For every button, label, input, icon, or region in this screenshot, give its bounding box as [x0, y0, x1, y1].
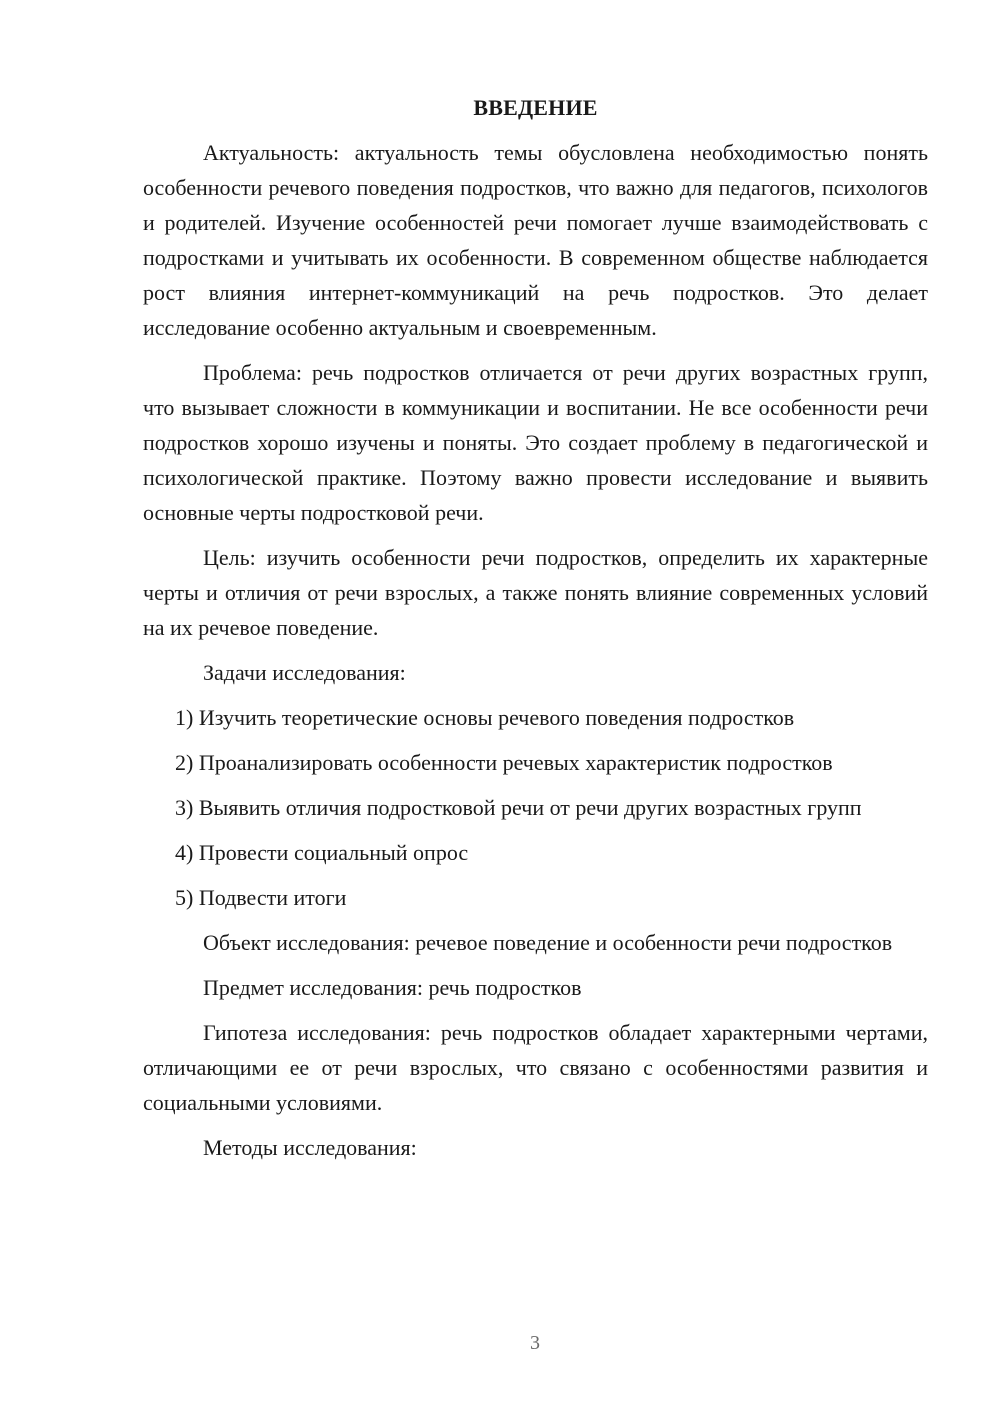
section-title: ВВЕДЕНИЕ: [473, 95, 598, 120]
paragraph-relevance: Актуальность: актуальность темы обусловлена необходимостью понять особенности речевого поведения подростков, что важно для педагогов, психологов и родителей. Изучение особенностей речи помогает лучше взаимодействовать с подростками и учитывать их особенности. В современном обществе наблюдается рост влияния интернет-коммуникаций на речь подростков. Это делает исследование особенно актуальным и своевременным.: [143, 140, 928, 340]
methods-heading: Методы исследования:: [203, 1135, 417, 1160]
tasks-heading: Задачи исследования:: [203, 660, 406, 685]
paragraph-problem: Проблема: речь подростков отличается от речи других возрастных групп, что вызывает сложности в коммуникации и воспитании. Не все особенности речи подростков хорошо изучены и поняты. Это создает проблему в педагогической и психологической практике. Поэтому важно провести исследование и выявить основные черты подростковой речи.: [143, 360, 928, 525]
list-item: 3) Выявить отличия подростковой речи от речи других возрастных групп: [175, 795, 862, 820]
document-page: [143, 90, 928, 1175]
paragraph-hypothesis: Гипотеза исследования: речь подростков обладает характерными чертами, отличающими ее от речи взрослых, что связано с особенностями развития и социальными условиями.: [143, 1020, 928, 1115]
page-number: 3: [530, 1332, 540, 1354]
paragraph-object: Объект исследования: речевое поведение и особенности речи подростков: [203, 930, 893, 955]
list-item: 4) Провести социальный опрос: [175, 840, 469, 865]
list-item: 5) Подвести итоги: [175, 885, 347, 910]
paragraph-goal: Цель: изучить особенности речи подростков, определить их характерные черты и отличия от речи взрослых, а также понять влияние современных условий на их речевое поведение.: [143, 545, 928, 640]
list-item: 1) Изучить теоретические основы речевого поведения подростков: [175, 705, 795, 730]
tasks-list: [143, 700, 928, 915]
paragraph-subject: Предмет исследования: речь подростков: [203, 975, 582, 1000]
list-item: 2) Проанализировать особенности речевых характеристик подростков: [175, 750, 833, 775]
